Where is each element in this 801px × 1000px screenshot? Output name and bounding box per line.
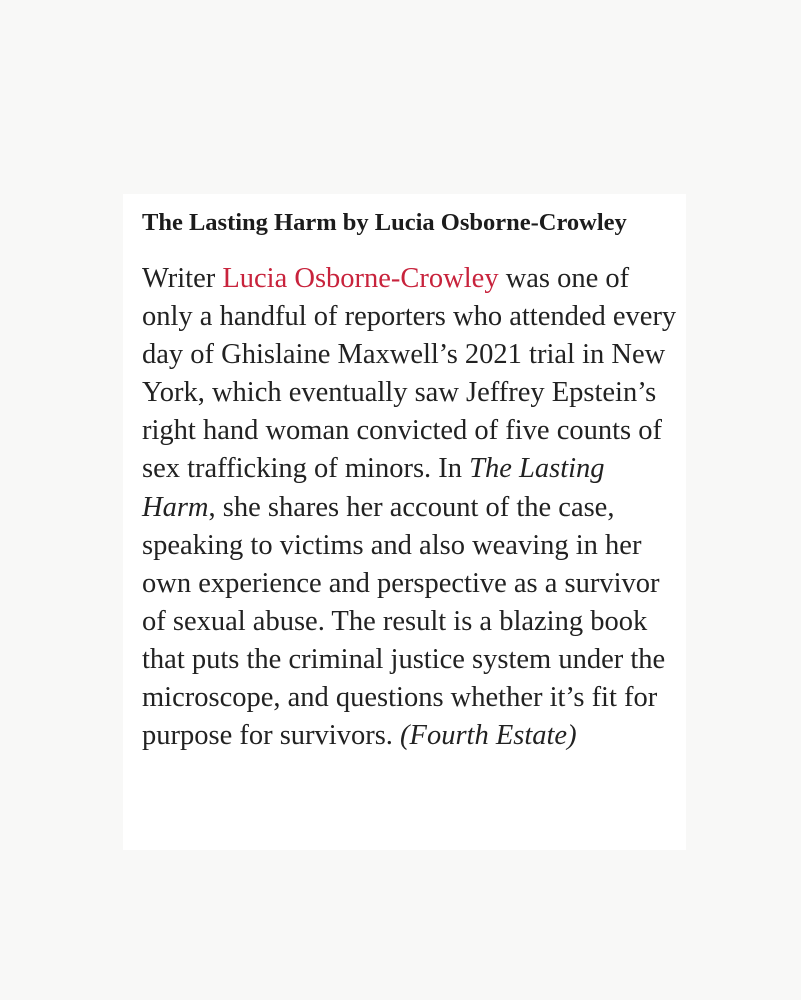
article-card [123, 194, 686, 850]
publisher-name: (Fourth Estate) [400, 720, 577, 752]
body-text-part-2: , she shares her account of the case, speaking to victims and also weaving in her own experience and perspective as a survivor of sexual abuse. The result is a blazing book that puts the criminal justice system under the microscope, and questions whether it’s fit for purpose for survivors. [142, 491, 666, 752]
book-title: The Lasting Harm [142, 453, 605, 523]
body-text-part-1: was one of only a handful of reporters who attended every day of Ghislaine Maxwell’s 2021 trial in New York, which eventually saw Jeffrey Epstein’s right hand woman convicted of five counts of sex trafficking of minors. In [142, 263, 677, 485]
article-body [142, 260, 682, 755]
body-lead-text: Writer [142, 263, 223, 294]
author-link[interactable]: Lucia Osborne-Crowley [222, 263, 499, 294]
article-heading: The Lasting Harm by Lucia Osborne-Crowley [142, 209, 627, 236]
